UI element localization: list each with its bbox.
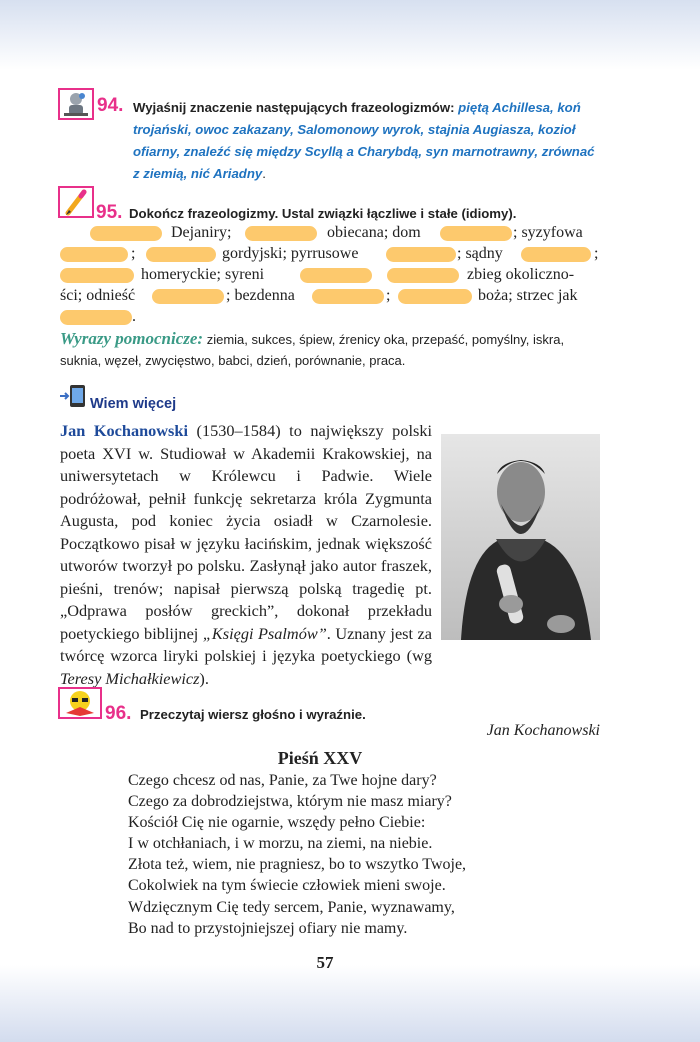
fragment-8: homeryckie; syreni xyxy=(141,266,265,283)
exercise-94-number: 94. xyxy=(97,95,124,116)
exercise-94-instruction: Wyjaśnij znaczenie następujących frazeologizmów: xyxy=(133,100,455,115)
poem-line: Cokolwiek na tym świecie człowiek mieni swoje. xyxy=(128,877,446,895)
helper-words-list: ziemia, sukces, śpiew, źrenicy oka, przepaść, pomyślny, iskra, suknia, węzeł, zwycięstwo, babci, dzień, porównanie, praca. xyxy=(60,332,565,368)
blank-7[interactable] xyxy=(521,247,591,262)
poem-line: Kościół Cię nie ogarnie, wszędy pełno Ciebie: xyxy=(128,814,426,832)
exercise-94-end: . xyxy=(262,166,266,181)
fragment-6: ; sądny xyxy=(457,245,503,262)
helper-words xyxy=(60,328,600,371)
poem-text xyxy=(128,770,466,939)
blank-9[interactable] xyxy=(300,268,372,283)
blank-8[interactable] xyxy=(60,268,134,283)
blank-5[interactable] xyxy=(146,247,216,262)
blank-10[interactable] xyxy=(387,268,459,283)
pencil-icon xyxy=(58,186,94,218)
fragment-11: ; bezdenna xyxy=(226,287,295,304)
exercise-95-number: 95. xyxy=(96,202,123,223)
biography-book: „Księgi Psalmów” xyxy=(202,623,327,643)
fragment-9: zbieg okoliczno- xyxy=(467,266,575,283)
helper-words-label: Wyrazy pomocnicze: xyxy=(60,329,204,348)
wiem-wiecej-heading: Wiem więcej xyxy=(90,396,177,412)
fragment-7: ; xyxy=(594,245,599,262)
blank-2[interactable] xyxy=(245,226,317,241)
poem-line: Czego za dobrodziejstwa, którym nie masz miary? xyxy=(128,793,452,811)
exercise-94-text xyxy=(133,97,600,185)
biography-body: (1530–1584) to największy polski poeta XVI w. Studiował w Akademii Krakowskiej, na uniwersytetach w Królewcu i Padwie. Wiele podróżował, pełnił funkcję sekretarza króla Zygmunta Augusta, pod koniec życia osiadł w Czarnolesie. Początkowo pisał w języku łacińskim, jednak większość utworów tworzył po polsku. Zasłynął jako autor fraszek, pieśni, trenów; napisał pierwszą polską tragedię pt. „Odprawa posłów greckich”, dokonał przekładu poetyckiego biblijnej xyxy=(60,421,432,643)
fragment-4: ; xyxy=(131,245,136,262)
exercise-94-terms: piętą Achillesa, koń trojański, owoc zakazany, Salomonowy wyrok, stajnia Augiasza, kozioł ofiarny, znaleźć się między Scyllą a Charybdą, syn marnotrawny, zrównać z ziemią, nić Ariadny xyxy=(133,100,595,181)
fragment-12: ; xyxy=(386,287,391,304)
biography-body-end: . Uznany jest za twórcę wzorca liryki polskiej i języka poetyckiego (wg xyxy=(60,623,432,665)
poem-line: Wdzięcznym Cię tedy sercem, Panie, wyznawamy, xyxy=(128,898,455,916)
blank-11[interactable] xyxy=(152,289,224,304)
blank-14[interactable] xyxy=(60,310,132,325)
thinking-figure-icon xyxy=(58,88,94,120)
blank-13[interactable] xyxy=(398,289,472,304)
portrait-image xyxy=(441,434,600,640)
biography-name: Jan Kochanowski xyxy=(60,421,188,440)
poem-line: I w otchłaniach, i w morzu, na ziemi, na niebie. xyxy=(128,835,433,853)
biography-close: ). xyxy=(199,668,209,688)
blank-4[interactable] xyxy=(60,247,128,262)
blank-1[interactable] xyxy=(90,226,162,241)
poem-title: Pieśń XXV xyxy=(277,748,363,768)
poem-line: Bo nad to przystojniejszej ofiary nie mamy. xyxy=(128,919,408,937)
fragment-3: ; syzyfowa xyxy=(513,224,583,241)
tablet-icon xyxy=(58,384,88,408)
blank-6[interactable] xyxy=(386,247,456,262)
exercise-96-instruction: Przeczytaj wiersz głośno i wyraźnie. xyxy=(140,707,366,722)
fragment-10: ści; odnieść xyxy=(60,287,136,304)
biography-text xyxy=(60,420,432,690)
poem-line: Czego chcesz od nas, Panie, za Twe hojne dary? xyxy=(128,772,437,789)
fragment-14: . xyxy=(132,308,136,325)
fragment-2: obiecana; dom xyxy=(327,224,421,241)
poem-line: Złota też, wiem, nie pragniesz, bo to wszytko Twoje, xyxy=(128,856,467,874)
poem-author: Jan Kochanowski xyxy=(486,722,600,739)
fragment-5: gordyjski; pyrrusowe xyxy=(222,245,359,262)
biography-source: Teresy Michałkiewicz xyxy=(60,668,200,688)
reading-smiley-icon xyxy=(58,687,102,719)
exercise-95-instruction: Dokończ frazeologizmy. Ustal związki łączliwe i stałe (idiomy). xyxy=(129,206,517,221)
blank-3[interactable] xyxy=(440,226,512,241)
fragment-13: boża; strzec jak xyxy=(478,287,578,304)
fragment-1: Dejaniry; xyxy=(171,224,232,241)
blank-12[interactable] xyxy=(312,289,384,304)
page-number: 57 xyxy=(316,953,334,972)
exercise-96-number: 96. xyxy=(105,703,132,724)
